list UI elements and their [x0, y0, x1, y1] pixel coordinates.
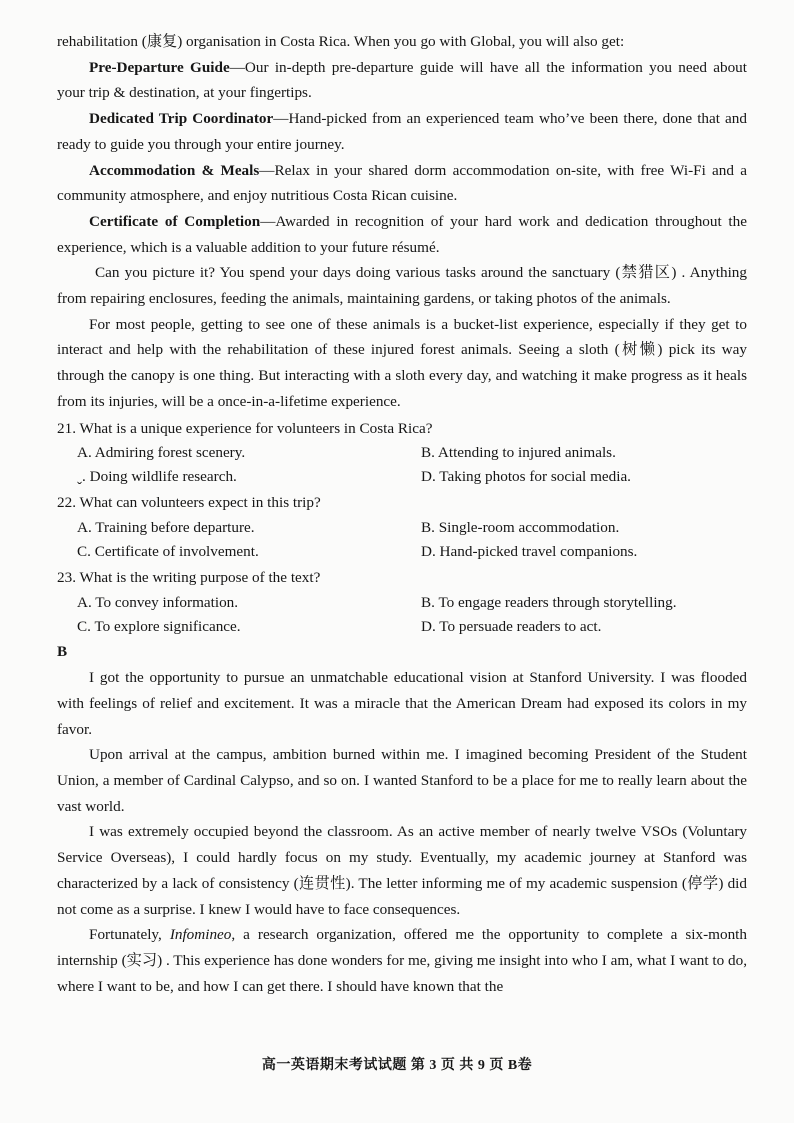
- option-row: [57, 441, 747, 465]
- benefit-text: —Awarded in recognition of your hard work and dedication throughout the experience, which is a valuable addition to your future résumé.: [57, 212, 747, 256]
- passage-a-intro-line: rehabilitation (康复) organisation in Costa Rica. When you go with Global, you will also get:: [57, 33, 625, 50]
- paragraph-bucket-list: For most people, getting to see one of these animals is a bucket-list experience, especially if they get to interact and help with the rehabilitation of these injured forest animals. Seeing a sloth (树懒) pick its way through the canopy is one thing. But interacting with a sloth every day, and watching it make progress as it heals from its injuries, will be a once-in-a-lifetime experience.: [57, 315, 747, 410]
- passage-b-paragraph-1: I got the opportunity to pursue an unmatchable educational vision at Stanford University. I was flooded with feelings of relief and excitement. It was a miracle that the American Dream had exposed its colors in my favor.: [57, 669, 747, 738]
- benefit-title: Accommodation & Meals: [89, 161, 260, 179]
- option-c: C. To explore significance.: [77, 617, 241, 635]
- benefit-certificate: [57, 209, 747, 260]
- option-a: A. To convey information.: [77, 593, 239, 611]
- option-b: B. Single-room accommodation.: [421, 518, 620, 536]
- question-21: [57, 417, 747, 490]
- option-row: [57, 540, 747, 564]
- paragraph-lead: Fortunately,: [89, 926, 170, 944]
- option-b: B. Attending to injured animals.: [421, 443, 616, 461]
- page-content: [57, 29, 747, 999]
- paragraph-text: , a research organization, offered me the opportunity to complete a six-month internship (实习) . This experience has done wonders for me, giving me insight into who I am, what I want to do, where I want to be, and how I can get there. I should have known that the: [57, 926, 747, 995]
- option-c: ˬ. Doing wildlife research.: [77, 468, 237, 486]
- paragraph-picture-it: Can you picture it? You spend your days doing various tasks around the sanctuary (禁猎区) . Anything from repairing enclosures, feeding the animals, maintaining gardens, or taking photos of the animals.: [57, 264, 747, 308]
- question-stem: 21. What is a unique experience for volunteers in Costa Rica?: [57, 419, 433, 437]
- passage-b-paragraph-3: I was extremely occupied beyond the classroom. As an active member of nearly twelve VSOs (Voluntary Service Overseas), I could hardly focus on my study. Eventually, my academic journey at Stanford was characterized by a lack of consistency (连贯性). The letter informing me of my academic suspension (停学) did not come as a surprise. I knew I would have to face consequences.: [57, 823, 747, 918]
- question-22: [57, 491, 747, 564]
- organization-name: Infomineo: [169, 926, 232, 944]
- option-a: A. Training before departure.: [77, 518, 255, 536]
- option-row: [57, 465, 747, 489]
- question-stem: 23. What is the writing purpose of the text?: [57, 569, 321, 587]
- option-d: D. Taking photos for social media.: [421, 468, 631, 486]
- passage-b-paragraph-2: Upon arrival at the campus, ambition burned within me. I imagined becoming President of the Student Union, a member of Cardinal Calypso, and so on. I wanted Stanford to be a place for me to really learn about the vast world.: [57, 746, 747, 815]
- question-stem: 22. What can volunteers expect in this trip?: [57, 494, 321, 512]
- section-b-title: B: [57, 643, 68, 661]
- option-a: A. Admiring forest scenery.: [77, 443, 246, 461]
- option-d: D. Hand-picked travel companions.: [421, 543, 638, 561]
- option-row: [57, 516, 747, 540]
- option-c: C. Certificate of involvement.: [77, 543, 259, 561]
- page-footer: 高一英语期末考试试题 第 3 页 共 9 页 B卷: [261, 1058, 533, 1073]
- option-row: [57, 591, 747, 615]
- benefit-text: —Relax in your shared dorm accommodation on-site, with free Wi-Fi and a community atmosphere, and enjoy nutritious Costa Rican cuisine.: [57, 161, 747, 205]
- benefit-trip-coordinator: [57, 106, 747, 157]
- option-row: [57, 615, 747, 639]
- option-d: D. To persuade readers to act.: [421, 617, 602, 635]
- question-23: [57, 566, 747, 639]
- benefit-title: Pre-Departure Guide: [89, 58, 230, 76]
- benefit-text: —Hand-picked from an experienced team who’ve been there, done that and ready to guide you through your entire journey.: [57, 110, 747, 153]
- benefit-text: —Our in-depth pre-departure guide will have all the information you need about your trip & destination, at your fingertips.: [57, 58, 747, 102]
- benefit-title: Certificate of Completion: [89, 212, 261, 230]
- passage-b-paragraph-4: [57, 922, 747, 999]
- benefit-title: Dedicated Trip Coordinator: [89, 110, 274, 128]
- benefit-pre-departure: [57, 55, 747, 106]
- benefit-accommodation: [57, 158, 747, 209]
- option-b: B. To engage readers through storytelling.: [421, 593, 677, 611]
